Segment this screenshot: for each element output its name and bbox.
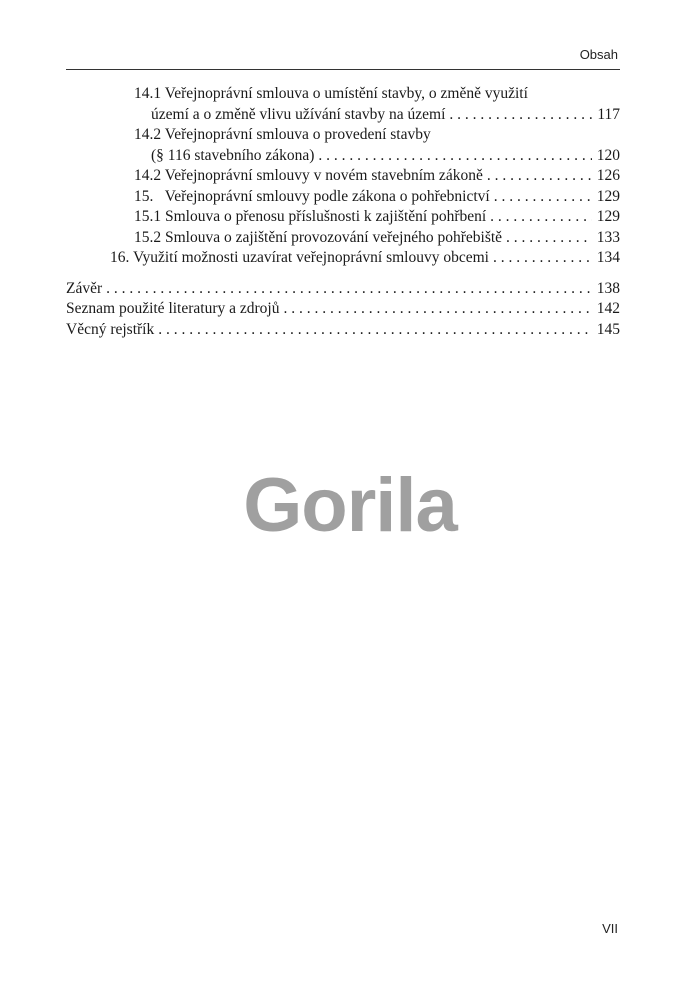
dot-leader (487, 166, 592, 187)
toc-spacer (66, 269, 620, 279)
toc-page-number: 129 (596, 187, 620, 205)
toc-entry-label: Věcný rejstřík (66, 320, 155, 338)
toc-entry-vecny-rejstrik[interactable] (66, 320, 620, 341)
toc-page-number: 134 (596, 249, 620, 266)
toc-page-number: 120 (596, 146, 620, 164)
header-rule (66, 69, 620, 70)
dot-leader (283, 299, 592, 320)
toc-entry-label: 16. Využití možnosti uzavírat veřejnoprávní smlouvy obcemi (110, 249, 489, 266)
toc-entry-14-2b[interactable] (66, 166, 620, 187)
toc-entry-15[interactable] (66, 187, 620, 208)
toc-entry-label: 15.1 Smlouva o přenosu příslušnosti k zajištění pohřbení (134, 208, 487, 225)
dot-leader (318, 146, 592, 167)
toc-entry-label: 14.2 Veřejnoprávní smlouvy v novém stavebním zákoně (134, 167, 483, 184)
toc-page-number: 138 (596, 279, 620, 297)
toc-entry-label: Seznam použité literatury a zdrojů (66, 300, 280, 317)
table-of-contents (66, 84, 620, 340)
toc-page-number: 126 (596, 167, 620, 184)
toc-page-number: 129 (596, 208, 620, 225)
dot-leader (106, 279, 592, 300)
dot-leader (506, 228, 592, 249)
toc-entry-label: Závěr (66, 279, 103, 297)
toc-page-number: 117 (597, 105, 620, 123)
dot-leader (158, 320, 592, 341)
toc-entry-14-2a-line1: 14.2 Veřejnoprávní smlouva o provedení stavby (134, 126, 431, 143)
dot-leader (494, 187, 592, 208)
dot-leader (490, 207, 592, 228)
toc-entry-14-1[interactable] (66, 105, 620, 126)
toc-entry-label: 15. Veřejnoprávní smlouvy podle zákona o pohřebnictví (134, 187, 490, 205)
toc-page-number: 145 (596, 320, 620, 338)
toc-page-number: 133 (596, 228, 620, 246)
page-number: VII (602, 921, 618, 936)
dot-leader (493, 248, 592, 269)
toc-entry-14-1-line1: 14.1 Veřejnoprávní smlouva o umístění stavby, o změně využití (134, 85, 528, 102)
toc-entry-15-2[interactable] (66, 228, 620, 249)
toc-entry-label: (§ 116 stavebního zákona) (151, 146, 315, 164)
toc-entry-16[interactable] (66, 248, 620, 269)
toc-entry-15-1[interactable] (66, 207, 620, 228)
toc-entry-14-2a[interactable] (66, 146, 620, 167)
dot-leader (449, 105, 592, 126)
toc-entry-seznam-literatury[interactable] (66, 299, 620, 320)
watermark-logo: Gorila (243, 463, 457, 548)
running-header: Obsah (579, 47, 618, 62)
toc-page-number: 142 (596, 300, 620, 317)
toc-entry-zaver[interactable] (66, 279, 620, 300)
toc-entry-label: území a o změně vlivu užívání stavby na území (151, 105, 446, 123)
toc-entry-label: 15.2 Smlouva o zajištění provozování veřejného pohřebiště (134, 228, 503, 246)
